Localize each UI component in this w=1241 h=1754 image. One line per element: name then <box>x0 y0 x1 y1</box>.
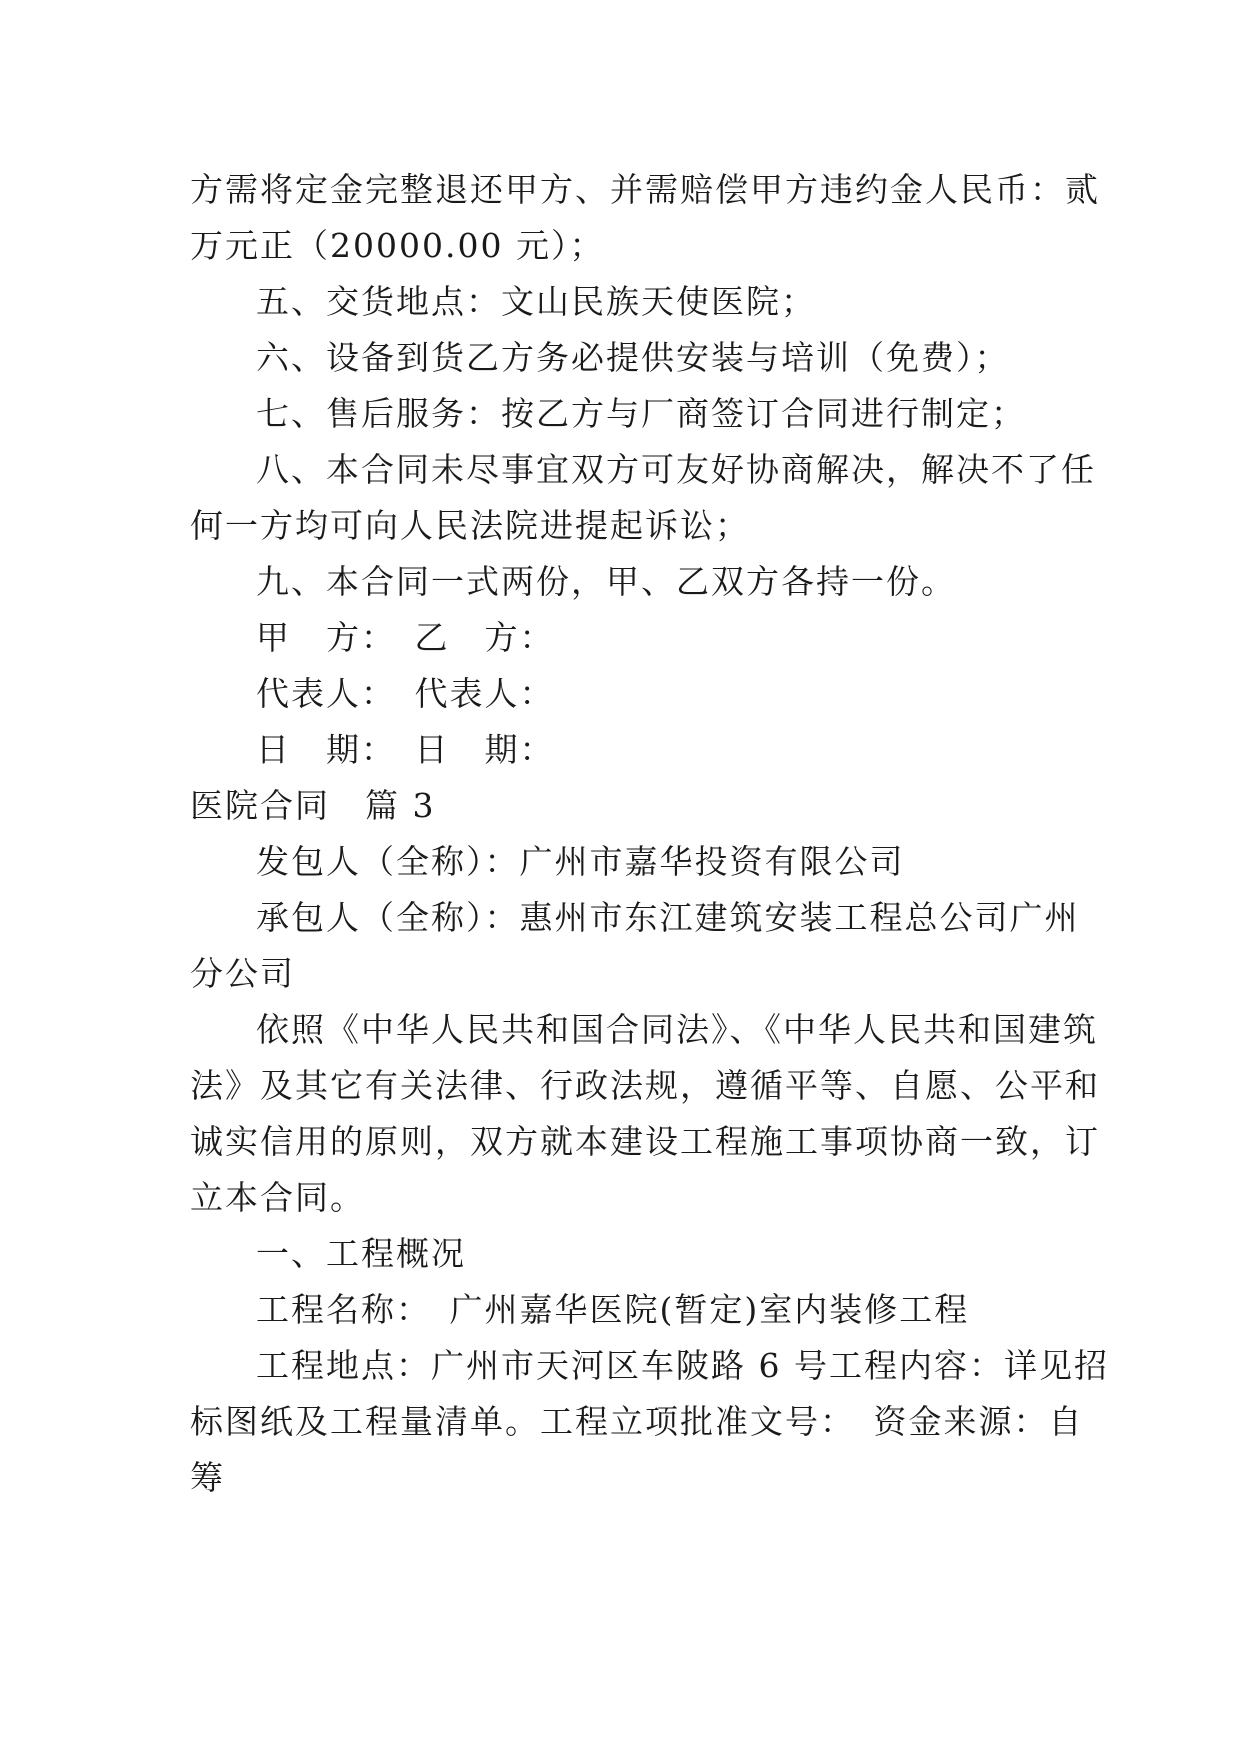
text-line: 分公司 <box>190 954 295 993</box>
text-line: 承包人（全称）：惠州市东江建筑安装工程总公司广州 <box>256 898 1080 937</box>
signature-representative-line: 代表人： 代表人： <box>256 674 555 713</box>
signature-party-line: 甲 方： 乙 方： <box>256 618 555 657</box>
text-line: 发包人（全称）：广州市嘉华投资有限公司 <box>256 842 905 881</box>
text-line: 八、本合同未尽事宜双方可友好协商解决，解决不了任 <box>256 450 1096 489</box>
text-line: 六、设备到货乙方务必提供安装与培训（免费）； <box>256 338 1010 377</box>
text-line: 九、本合同一式两份，甲、乙双方各持一份。 <box>256 562 956 601</box>
text-line: 标图纸及工程量清单。工程立项批准文号： 资金来源：自 <box>190 1402 1084 1441</box>
text-line: 工程地点：广州市天河区车陂路 6 号工程内容：详见招 <box>256 1346 1109 1385</box>
text-line: 工程名称： 广州嘉华医院(暂定)室内装修工程 <box>256 1290 970 1329</box>
text-line: 五、交货地点：文山民族天使医院； <box>256 282 816 321</box>
text-line: 法》及其它有关法律、行政法规，遵循平等、自愿、公平和 <box>190 1066 1100 1105</box>
text-line: 诚实信用的原则，双方就本建设工程施工事项协商一致，订 <box>190 1122 1100 1161</box>
text-line: 立本合同。 <box>190 1178 365 1217</box>
text-line: 依照《中华人民共和国合同法》、《中华人民共和国建筑 <box>256 1010 1098 1049</box>
signature-date-line: 日 期： 日 期： <box>256 730 555 769</box>
text-line: 何一方均可向人民法院进提起诉讼； <box>190 506 750 545</box>
section-heading: 医院合同 篇 3 <box>190 786 436 825</box>
text-line: 方需将定金完整退还甲方、并需赔偿甲方违约金人民币：贰 <box>190 170 1100 209</box>
text-line: 筹 <box>190 1458 225 1497</box>
text-line: 万元正（20000.00 元）； <box>190 226 605 265</box>
subsection-heading: 一、工程概况 <box>256 1234 466 1273</box>
text-line: 七、售后服务：按乙方与厂商签订合同进行制定； <box>256 394 1026 433</box>
